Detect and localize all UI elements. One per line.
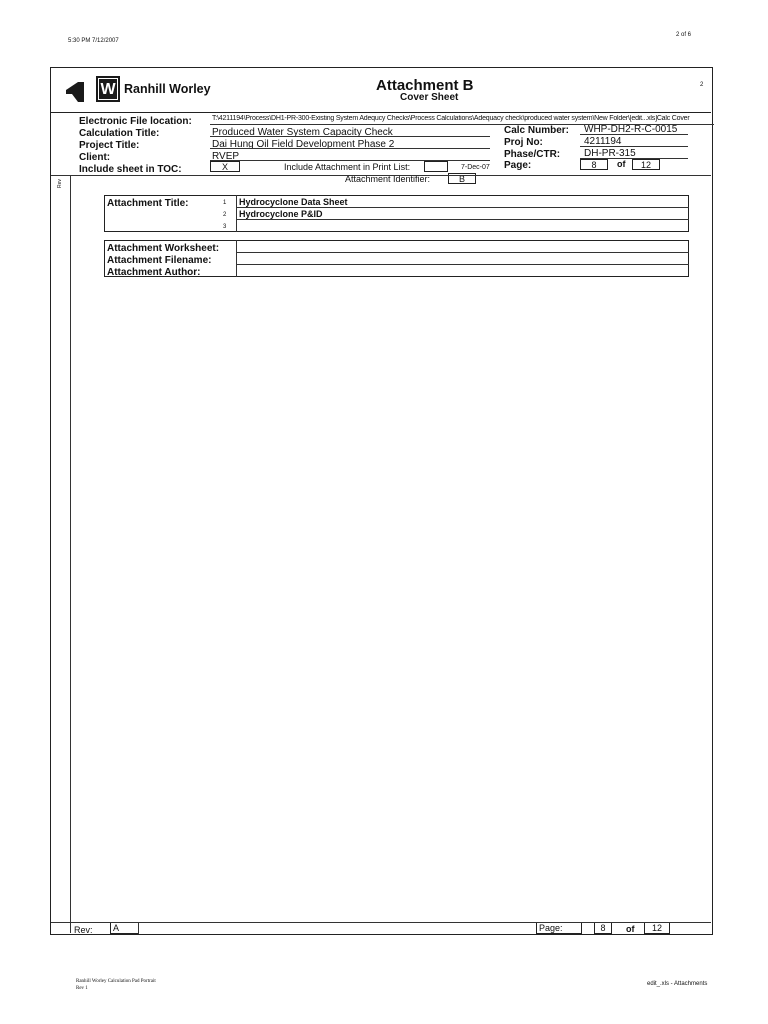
file-location-value: T:\4211194\Process\DH1-PR-300-Existing System Adequcy Checks\Process Calculations\Adequacy check\produced water system\New Folder\[edit...xls]Calc Cover	[212, 115, 690, 122]
print-page-count: 2 of 6	[676, 32, 692, 38]
attachment-worksheet-label: Attachment Worksheet:	[107, 243, 220, 254]
file-location-label: Electronic File location:	[79, 116, 192, 127]
attachment-row-num: 1	[223, 200, 227, 206]
project-title-value: Dai Hung Oil Field Development Phase 2	[212, 139, 395, 150]
ranhill-worley-logo-icon	[66, 80, 94, 102]
include-print-box[interactable]	[424, 161, 448, 172]
phase-label: Phase/CTR:	[504, 149, 561, 160]
calc-number-label: Calc Number:	[504, 125, 570, 136]
attachment-row-num: 3	[223, 224, 227, 230]
proj-no-value: 4211194	[584, 136, 622, 147]
footer-template-rev: Rev 1	[76, 986, 88, 991]
footer-total-box	[644, 923, 670, 934]
attachment-id-label: Attachment Identifier:	[345, 174, 431, 184]
proj-no-label: Proj No:	[504, 137, 543, 148]
attachment-id-value: B	[458, 174, 465, 184]
calc-title-value: Produced Water System Capacity Check	[212, 127, 393, 138]
footer-page-box	[594, 923, 612, 934]
footer-page-value: 8	[600, 923, 606, 933]
attachment-row-num: 2	[223, 212, 227, 218]
footer-divider	[51, 922, 711, 923]
footer-page-label: Page:	[539, 923, 563, 933]
footer-template-name: Ranhill Worley Calculation Pad Portrait	[76, 979, 156, 984]
attachment-title-label: Attachment Title:	[107, 198, 189, 209]
date-value: 7-Dec-07	[461, 164, 490, 171]
footer-page-label-box	[536, 923, 582, 934]
page-total-value: 12	[640, 160, 651, 170]
page-total-box	[632, 159, 660, 170]
include-toc-box[interactable]	[210, 161, 240, 172]
rev-box	[110, 923, 138, 934]
page-label: Page:	[504, 160, 532, 171]
page-of-label: of	[617, 159, 626, 169]
rev-side-label: Rev	[57, 179, 63, 188]
header-divider	[51, 112, 711, 113]
info-divider	[51, 175, 711, 176]
calc-title-label: Calculation Title:	[79, 128, 160, 139]
client-value: RVEP	[212, 151, 240, 162]
corner-number: 2	[700, 82, 704, 88]
phase-value: DH-PR-315	[584, 148, 636, 159]
client-label: Client:	[79, 152, 111, 163]
page-number-box	[580, 159, 608, 170]
footer-of-label: of	[626, 924, 635, 934]
page-title: Attachment B	[376, 77, 474, 94]
page-number-value: 8	[591, 160, 597, 170]
include-toc-label: Include sheet in TOC:	[79, 164, 182, 175]
attachment-filename-label: Attachment Filename:	[107, 255, 212, 266]
footer-total-value: 12	[651, 923, 662, 933]
attachment-row-text: Hydrocyclone Data Sheet	[239, 197, 348, 207]
page-subtitle: Cover Sheet	[400, 92, 459, 103]
left-margin-line	[70, 175, 71, 933]
rev-label: Rev:	[74, 925, 93, 935]
include-toc-value: X	[221, 162, 228, 172]
print-timestamp: 5:30 PM 7/12/2007	[68, 38, 119, 44]
rev-value: A	[113, 923, 120, 933]
footer-file-name: edit_.xls - Attachments	[647, 981, 708, 987]
company-name: Ranhill Worley	[124, 82, 211, 96]
attachment-author-label: Attachment Author:	[107, 267, 201, 278]
calc-number-value: WHP-DH2-R-C-0015	[584, 124, 678, 135]
attachment-title-table	[104, 195, 689, 232]
worley-logo-mark-icon: W	[96, 76, 120, 102]
attachment-row-text: Hydrocyclone P&ID	[239, 209, 323, 219]
project-title-label: Project Title:	[79, 140, 140, 151]
include-print-label: Include Attachment in Print List:	[284, 162, 411, 172]
